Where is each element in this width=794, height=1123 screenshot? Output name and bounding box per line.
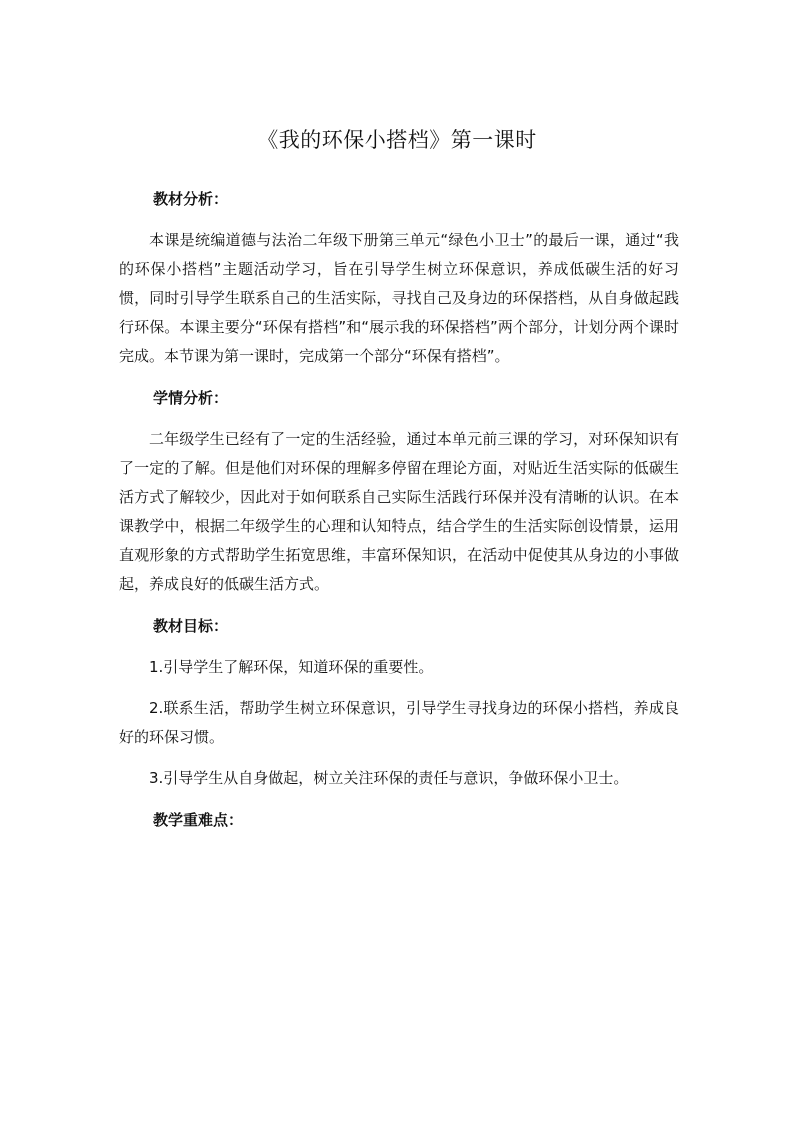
goal-item-2: 2.联系生活，帮助学生树立环保意识，引导学生寻找身边的环保小搭档，养成良好的环保习惯。 xyxy=(119,699,679,746)
goal-item-3: 3.引导学生从自身做起，树立关注环保的责任与意识，争做环保小卫士。 xyxy=(149,769,629,787)
document-body xyxy=(119,184,679,847)
section-heading-key-difficulties: 教学重难点： xyxy=(153,811,244,829)
section-heading-student-analysis: 学情分析： xyxy=(153,389,229,407)
student-analysis-paragraph: 二年级学生已经有了一定的生活经验，通过本单元前三课的学习，对环保知识有了一定的了解。但是他们对环保的理解多停留在理论方面，对贴近生活实际的低碳生活方式了解较少，因此对于如何联系自己实际生活践行环保并没有清晰的认识。在本课教学中，根据二年级学生的心理和认知特点，结合学生的生活实际创设情景，运用直观形象的方式帮助学生拓宽思维，丰富环保知识，在活动中促使其从身边的小事做起，养成良好的低碳生活方式。 xyxy=(119,430,679,593)
section-heading-teaching-goals: 教材目标： xyxy=(153,617,229,635)
textbook-analysis-paragraph: 本课是统编道德与法治二年级下册第三单元“绿色小卫士”的最后一课，通过“我的环保小搭档”主题活动学习，旨在引导学生树立环保意识，养成低碳生活的好习惯，同时引导学生联系自己的生活实际，寻找自己及身边的环保搭档，从自身做起践行环保。本课主要分“环保有搭档”和“展示我的环保搭档”两个部分，计划分两个课时完成。本节课为第一课时，完成第一个部分“环保有搭档”。 xyxy=(119,231,679,365)
section-heading-textbook-analysis: 教材分析： xyxy=(153,190,229,208)
goal-item-1: 1.引导学生了解环保，知道环保的重要性。 xyxy=(149,658,434,676)
document-title: 《我的环保小搭档》第一课时 xyxy=(257,128,537,152)
